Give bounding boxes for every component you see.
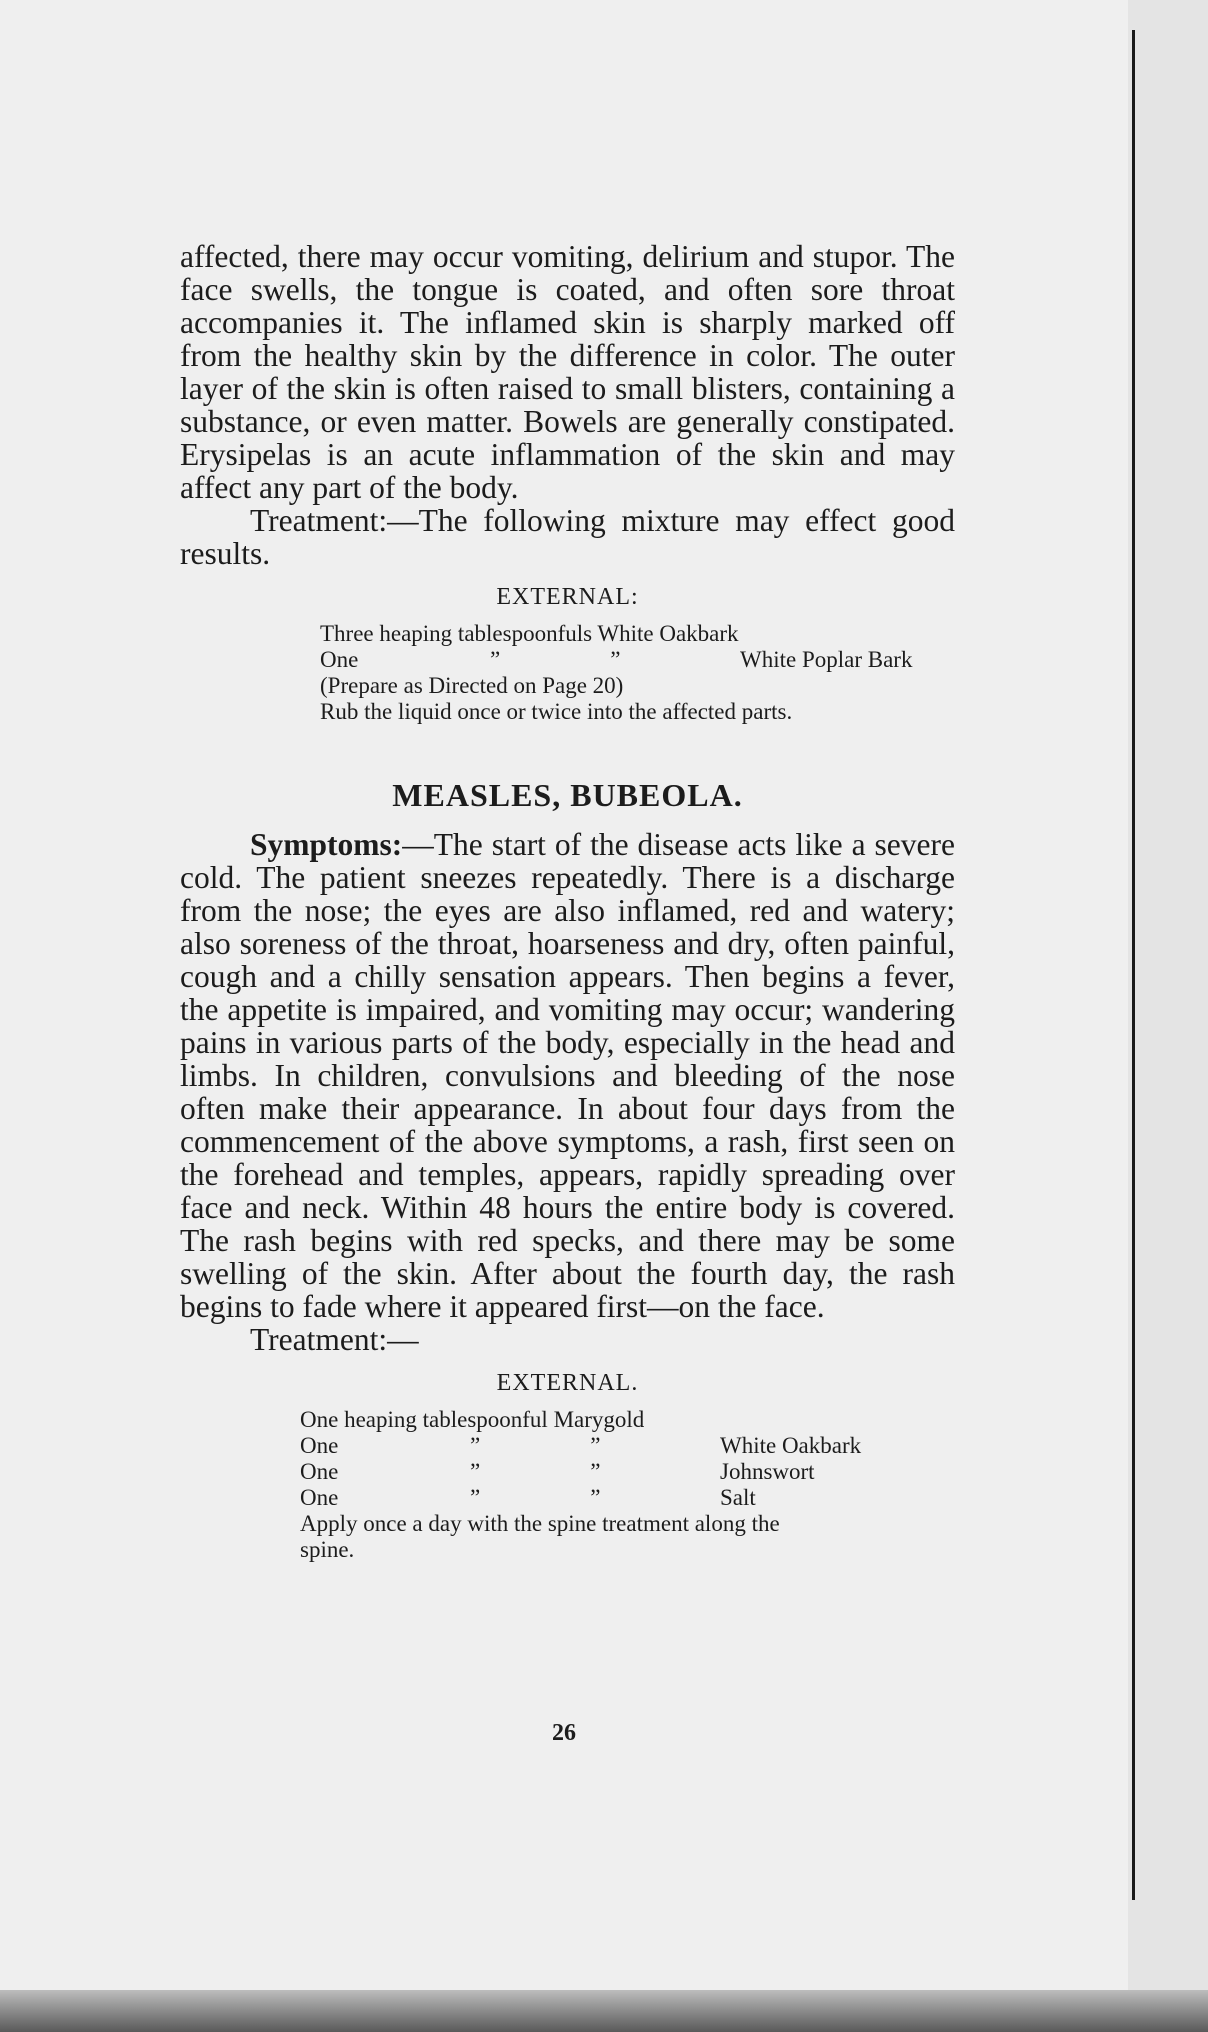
recipe-erysipelas [320,621,955,725]
recipe-measles [300,1407,955,1563]
recipe-line: Rub the liquid once or twice into the affected parts. [320,699,793,724]
external-title-2: EXTERNAL. [496,1370,639,1396]
recipe-note: Apply once a day with the spine treatment along the spine. [300,1511,780,1562]
page-number: 26 [552,1720,576,1746]
recipe-line: One ” ” White Oakbark [300,1433,862,1458]
page-bottom-shadow [0,1990,1208,2032]
erysipelas-treatment: Treatment:—The following mixture may effect good results. [180,503,955,571]
recipe-line: One ” ” Salt [300,1485,756,1510]
recipe-line: One ” ” Johnswort [300,1459,815,1484]
erysipelas-paragraph: affected, there may occur vomiting, delirium and stupor. The face swells, the tongue is coated, and often sore throat accompanies it. The inflamed skin is sharply marked off from the healthy skin by the difference in color. The outer layer of the skin is often raised to small blisters, containing a substance, or even matter. Bowels are generally constipated. Erysipelas is an acute inflammation of the skin and may affect any part of the body. [180,239,955,505]
page-content [180,240,955,1563]
recipe-line: One ” ” White Poplar Bark [320,647,913,672]
recipe-line: (Prepare as Directed on Page 20) [320,673,624,698]
recipe-line: One heaping tablespoonful Marygold [300,1407,645,1432]
section-heading-measles: MEASLES, BUBEOLA. [392,777,743,813]
measles-treatment: Treatment:— [250,1322,419,1357]
book-spine-line [1132,30,1135,1900]
external-title-1: EXTERNAL: [496,584,639,610]
recipe-line: Three heaping tablespoonfuls White Oakbark [320,621,739,646]
measles-paragraph: Symptoms:—The start of the disease acts like a severe cold. The patient sneezes repeatedly. There is a discharge from the nose; the eyes are also inflamed, red and watery; also soreness of the throat, hoarseness and dry, often painful, cough and a chilly sensation appears. Then begins a fever, the appetite is impaired, and vomiting may occur; wandering pains in various parts of the body, especially in the head and limbs. In children, convulsions and bleeding of the nose often make their appearance. In about four days from the commencement of the above symptoms, a rash, first seen on the forehead and temples, appears, rapidly spreading over face and neck. Within 48 hours the entire body is covered. The rash begins with red specks, and there may be some swelling of the skin. After about the fourth day, the rash begins to fade where it appeared first—on the face. [180,827,955,1324]
next-page-edge [1128,0,1208,2000]
